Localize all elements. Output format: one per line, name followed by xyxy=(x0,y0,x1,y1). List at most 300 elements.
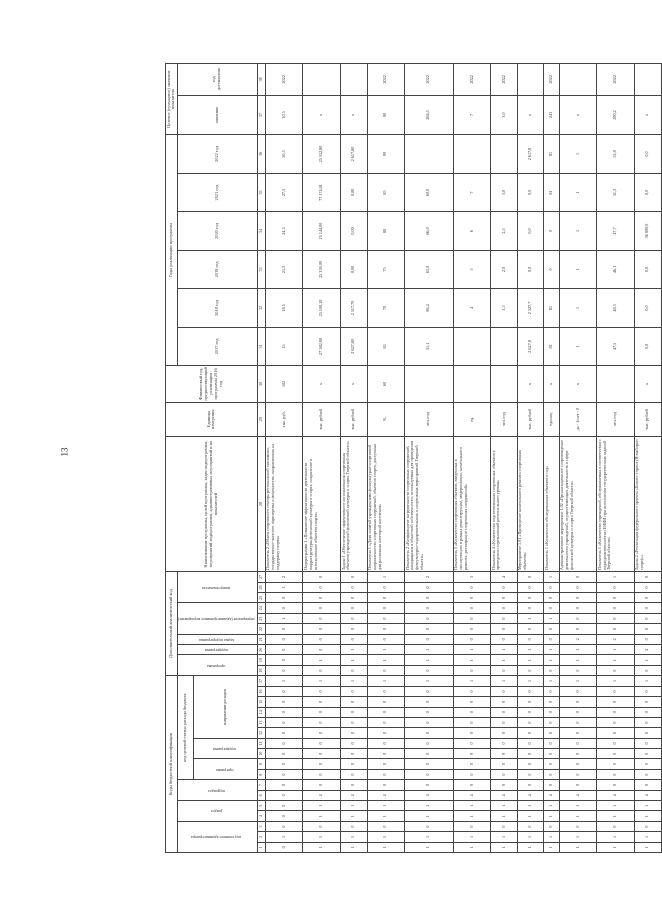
code-cell: 0 xyxy=(559,728,597,738)
code-cell: 0 xyxy=(405,582,454,592)
target-value: х xyxy=(303,95,341,135)
code-cell: 0 xyxy=(544,686,560,696)
row-unit: единиц xyxy=(544,402,560,436)
code-cell: 0 xyxy=(544,728,560,738)
code-cell: 0 xyxy=(517,821,544,831)
code-cell: 0 xyxy=(597,697,635,707)
row-name: Показатель 3 «Количество спортивных объектов, введенных в эксплуатацию в рамках реконструкции, модернизации, капитального ремонта, реставрации спортивных сооружений» xyxy=(453,436,491,571)
code-cell: 1 xyxy=(559,676,597,687)
code-cell: 1 xyxy=(559,811,597,821)
target-value: 90 xyxy=(367,95,405,135)
code-cell: 0 xyxy=(265,811,303,821)
year-value: 66,0 xyxy=(405,212,454,250)
table-row xyxy=(559,64,597,853)
year-value: 2 517,70 xyxy=(341,289,368,327)
column-number: 12 xyxy=(257,728,265,738)
code-cell: 0 xyxy=(517,728,544,738)
code-cell: 0 xyxy=(303,665,341,675)
code-cell: 1 xyxy=(597,811,635,821)
code-cell: 0 xyxy=(265,842,303,852)
header-subsection: подраздел xyxy=(177,780,257,801)
code-cell: 0 xyxy=(341,603,368,613)
table-row xyxy=(491,64,518,853)
code-cell: 1 xyxy=(517,811,544,821)
code-cell: 1 xyxy=(597,572,635,583)
table-row xyxy=(341,64,368,853)
target-value: х xyxy=(341,95,368,135)
target-value: 30,5 xyxy=(265,95,303,135)
code-cell: 4 xyxy=(405,790,454,800)
code-cell: 0 xyxy=(544,738,560,748)
code-cell: 0 xyxy=(405,613,454,623)
column-number: 37 xyxy=(257,95,265,135)
row-unit: чел./год xyxy=(405,402,454,436)
code-cell: 0 xyxy=(265,624,303,634)
table-row xyxy=(634,64,661,853)
code-cell: 0 xyxy=(303,582,341,592)
header-finance-year: Финансовый год, предшествующий реализации программы 2016 год xyxy=(166,366,258,402)
code-cell: 0 xyxy=(517,686,544,696)
code-cell: 1 xyxy=(303,676,341,687)
code-cell: 0 xyxy=(634,780,661,790)
table-row xyxy=(453,64,491,853)
table-row xyxy=(367,64,405,853)
column-number: 17 xyxy=(257,676,265,687)
header-admin-code: код главного администратора xyxy=(177,821,257,852)
code-cell: 0 xyxy=(367,613,405,623)
code-cell: 0 xyxy=(491,603,518,613)
code-cell: 0 xyxy=(453,613,491,623)
code-cell: 0 xyxy=(405,738,454,748)
column-number: 9 xyxy=(257,759,265,769)
code-cell: 0 xyxy=(597,686,635,696)
header-target: Целевое (суммарное) значение показателя xyxy=(166,64,178,135)
target-year: 2022 xyxy=(597,64,635,96)
code-cell: 0 xyxy=(491,593,518,603)
year-value: 77 174,81 xyxy=(303,173,341,211)
column-number: 13 xyxy=(257,717,265,727)
code-cell: 1 xyxy=(634,832,661,842)
year-value: 0,0 xyxy=(634,250,661,288)
year-value: 30,5 xyxy=(265,135,303,174)
code-cell: 0 xyxy=(367,728,405,738)
header-unit: Единица измерения xyxy=(166,402,258,436)
code-cell: 0 xyxy=(491,749,518,759)
code-cell: 1 xyxy=(367,655,405,665)
code-cell: 1 xyxy=(517,801,544,811)
code-cell: 1 xyxy=(367,842,405,852)
code-cell: 0 xyxy=(367,738,405,748)
row-name: Показатель 4 «Количество подготовленных спортивных объектов к проведению соревнований регионального уровня» xyxy=(491,436,518,571)
year-value: 27,5 xyxy=(265,173,303,211)
row-name: Показатель 1 «Доля занятий учреждениями физкультурно-спортивной направленности спортивных сооружений, объектов спорта, доступных для различных категорий населения» xyxy=(367,436,405,571)
year-value: 1 xyxy=(559,250,597,288)
code-cell: 0 xyxy=(559,707,597,717)
code-cell: 0 xyxy=(544,717,560,727)
code-cell: 0 xyxy=(453,634,491,644)
code-cell: 0 xyxy=(303,728,341,738)
year-value: 2 617,8 xyxy=(517,135,544,174)
header-2017: 2017 год xyxy=(177,327,257,365)
year-value: 80 xyxy=(367,212,405,250)
code-cell: 0 xyxy=(517,582,544,592)
row-unit: % xyxy=(367,402,405,436)
code-cell: 0 xyxy=(491,759,518,769)
row-base-value: 102 xyxy=(265,366,303,402)
code-cell: 0 xyxy=(303,624,341,634)
column-number: 18 xyxy=(257,665,265,675)
row-name: Подпрограмма 1 «Повышение эффективности деятельности инфраструктуры физической культуры и спорта, сохранение и использование объектов спорта» xyxy=(303,436,341,571)
year-value: 0,0 xyxy=(634,327,661,365)
year-value: 81 xyxy=(544,173,560,211)
column-number: 5 xyxy=(257,801,265,811)
year-value: 7 xyxy=(453,173,491,211)
code-cell: 0 xyxy=(634,707,661,717)
code-cell: 1 xyxy=(491,645,518,655)
year-value: 65 xyxy=(367,327,405,365)
code-cell: 0 xyxy=(303,634,341,644)
code-cell: 0 xyxy=(544,603,560,613)
code-cell: 0 xyxy=(559,759,597,769)
header-2018: 2018 год xyxy=(177,289,257,327)
code-cell: 0 xyxy=(303,717,341,727)
year-value: 86,4 xyxy=(405,289,454,327)
code-cell: 1 xyxy=(303,801,341,811)
row-base-value: х xyxy=(517,366,544,402)
code-cell: 2 xyxy=(634,645,661,655)
year-value: 0,0 xyxy=(517,250,544,288)
year-value: 0,0 xyxy=(634,135,661,174)
target-value: х xyxy=(634,95,661,135)
column-number: 14 xyxy=(257,707,265,717)
code-cell: 0 xyxy=(544,593,560,603)
code-cell: 0 xyxy=(341,572,368,583)
row-name: Показатель 1 «Количество учреждений, обслуживаемых в соответствии с подведомственностью ЕНИИ при исполнении государственных заданий Тверской области» xyxy=(597,436,635,571)
code-cell: 3 xyxy=(453,572,491,583)
row-base-value: х xyxy=(341,366,368,402)
code-cell: 2 xyxy=(559,634,597,644)
code-cell: 1 xyxy=(367,572,405,583)
code-cell: 0 xyxy=(559,769,597,779)
code-cell: 1 xyxy=(634,801,661,811)
code-cell: 1 xyxy=(491,676,518,687)
target-year: 2022 xyxy=(367,64,405,96)
year-value xyxy=(453,327,491,365)
code-cell: 2 xyxy=(265,572,303,583)
code-cell: 0 xyxy=(453,749,491,759)
code-cell: 1 xyxy=(597,676,635,687)
code-cell: 1 xyxy=(517,832,544,842)
row-unit: да - 1/нет - 0 xyxy=(559,402,597,436)
code-cell: 0 xyxy=(265,821,303,831)
code-cell: 0 xyxy=(544,821,560,831)
year-value: 2 617,80 xyxy=(341,135,368,174)
column-number: 23 xyxy=(257,613,265,623)
column-number: 11 xyxy=(257,738,265,748)
code-cell: 0 xyxy=(597,749,635,759)
column-number: 36 xyxy=(257,135,265,174)
code-cell: 1 xyxy=(544,613,560,623)
header-target-article: код целевой статьи расхода бюджета xyxy=(177,676,193,780)
year-value: 3,0 xyxy=(491,173,518,211)
code-cell: 1 xyxy=(303,655,341,665)
code-cell: 0 xyxy=(544,780,560,790)
code-cell: 0 xyxy=(491,728,518,738)
code-cell: 0 xyxy=(405,717,454,727)
year-value: 47,7 xyxy=(597,212,635,250)
code-cell: 1 xyxy=(544,801,560,811)
year-value: 2 627,8 xyxy=(517,327,544,365)
code-cell: 0 xyxy=(303,572,341,583)
header-an-number: номер показателя xyxy=(177,572,257,603)
code-cell: 0 xyxy=(265,759,303,769)
column-number: 10 xyxy=(257,749,265,759)
code-cell: 1 xyxy=(544,832,560,842)
year-value: 25 100,10 xyxy=(303,289,341,327)
code-cell: 0 xyxy=(341,582,368,592)
target-value: 264,5 xyxy=(405,95,454,135)
year-value: 0,0 xyxy=(517,212,544,250)
code-cell: 4 xyxy=(517,790,544,800)
code-cell: 0 xyxy=(517,603,544,613)
code-cell: 0 xyxy=(517,780,544,790)
year-value: 48,3 xyxy=(597,289,635,327)
year-value: 0,0 xyxy=(634,173,661,211)
row-unit: тыс. руб. xyxy=(265,402,303,436)
column-number: 24 xyxy=(257,603,265,613)
year-value: 81 xyxy=(544,327,560,365)
code-cell: 0 xyxy=(265,634,303,644)
code-cell: 0 xyxy=(405,821,454,831)
code-cell: 0 xyxy=(517,707,544,717)
header-program: программа xyxy=(193,759,257,780)
row-unit: тыс. рублей xyxy=(517,402,544,436)
code-cell: 1 xyxy=(517,842,544,852)
code-cell: 0 xyxy=(367,780,405,790)
code-cell: 0 xyxy=(559,686,597,696)
code-cell: 1 xyxy=(367,645,405,655)
code-cell: 0 xyxy=(491,613,518,623)
code-cell: 1 xyxy=(341,811,368,821)
code-cell: 0 xyxy=(491,717,518,727)
code-cell: 1 xyxy=(559,832,597,842)
column-number: 33 xyxy=(257,250,265,288)
code-cell: 0 xyxy=(517,697,544,707)
code-cell: 1 xyxy=(634,676,661,687)
code-cell: 0 xyxy=(453,707,491,717)
code-cell: 1 xyxy=(453,676,491,687)
column-number: 28 xyxy=(257,436,265,571)
code-cell: 1 xyxy=(517,613,544,623)
code-cell: 1 xyxy=(405,655,454,665)
year-value: 1 xyxy=(559,173,597,211)
code-cell: 0 xyxy=(265,738,303,748)
code-cell: 0 xyxy=(597,582,635,592)
target-value: 7 xyxy=(453,95,491,135)
code-cell: 0 xyxy=(517,624,544,634)
code-cell: 0 xyxy=(303,780,341,790)
code-cell: 0 xyxy=(634,603,661,613)
code-cell: 1 xyxy=(597,645,635,655)
code-cell: 0 xyxy=(491,707,518,717)
code-cell: 0 xyxy=(634,717,661,727)
code-cell: 1 xyxy=(517,655,544,665)
code-cell: 0 xyxy=(453,728,491,738)
code-cell: 1 xyxy=(265,676,303,687)
code-cell: 0 xyxy=(544,697,560,707)
code-cell: 1 xyxy=(544,811,560,821)
code-cell: 0 xyxy=(405,593,454,603)
code-cell: 4 xyxy=(597,790,635,800)
column-number: 6 xyxy=(257,790,265,800)
row-unit: тыс. рублей xyxy=(303,402,341,436)
code-cell: 1 xyxy=(453,811,491,821)
code-cell: 0 xyxy=(341,686,368,696)
code-cell: 0 xyxy=(303,707,341,717)
year-value: 2,0 xyxy=(491,250,518,288)
target-value: 243 xyxy=(544,95,560,135)
code-cell: 0 xyxy=(634,582,661,592)
target-year xyxy=(517,64,544,96)
program-indicators-table xyxy=(165,63,662,853)
code-cell: 0 xyxy=(597,707,635,717)
code-cell: 0 xyxy=(367,821,405,831)
row-base-value xyxy=(453,366,491,402)
code-cell: 0 xyxy=(405,697,454,707)
code-cell: 0 xyxy=(303,645,341,655)
code-cell: 0 xyxy=(634,759,661,769)
target-year xyxy=(559,64,597,96)
column-number: 34 xyxy=(257,212,265,250)
row-name: Задача 2 «Реализация федерального проекта «Бизнес-спринт (Я выбираю спорт)»» xyxy=(634,436,661,571)
row-base-value: х xyxy=(544,366,560,402)
code-cell: 0 xyxy=(341,717,368,727)
row-unit: тыс. рублей xyxy=(634,402,661,436)
code-cell: 0 xyxy=(517,634,544,644)
code-cell: 0 xyxy=(453,821,491,831)
code-cell: 0 xyxy=(597,759,635,769)
year-value: 2 527,7 xyxy=(517,289,544,327)
header-2021: 2021 год xyxy=(177,173,257,211)
code-cell: 0 xyxy=(634,728,661,738)
code-cell: 0 xyxy=(341,738,368,748)
code-cell: 0 xyxy=(341,780,368,790)
code-cell: 0 xyxy=(517,572,544,583)
code-cell: 1 xyxy=(405,645,454,655)
header-2019: 2019 год xyxy=(177,250,257,288)
code-cell: 0 xyxy=(367,686,405,696)
year-value: 0,00 xyxy=(341,173,368,211)
code-cell: 0 xyxy=(634,738,661,748)
year-value: 5 xyxy=(453,250,491,288)
row-name: Показатель 1 «Количество обследованных объектов в год» xyxy=(544,436,560,571)
code-cell: 0 xyxy=(559,593,597,603)
code-cell: 1 xyxy=(341,832,368,842)
code-cell: 1 xyxy=(544,572,560,583)
header-target-value: значение xyxy=(177,95,257,135)
code-cell: 4 xyxy=(341,790,368,800)
code-cell: 0 xyxy=(341,821,368,831)
code-cell: 0 xyxy=(367,749,405,759)
code-cell: 0 xyxy=(453,686,491,696)
code-cell: 0 xyxy=(341,613,368,623)
code-cell: 0 xyxy=(634,749,661,759)
code-cell: 1 xyxy=(453,842,491,852)
code-cell: 0 xyxy=(303,613,341,623)
code-cell: 0 xyxy=(405,749,454,759)
code-cell: 0 xyxy=(341,593,368,603)
code-cell: 1 xyxy=(303,811,341,821)
code-cell: 0 xyxy=(634,613,661,623)
code-cell: 0 xyxy=(265,717,303,727)
year-value: 15 xyxy=(265,327,303,365)
column-number: 31 xyxy=(257,327,265,365)
header-target-year: год достижения xyxy=(177,64,257,96)
year-value: 75 xyxy=(367,250,405,288)
code-cell: 2 xyxy=(405,572,454,583)
code-cell: 1 xyxy=(341,842,368,852)
code-cell: 1 xyxy=(559,655,597,665)
code-cell: 0 xyxy=(559,780,597,790)
code-cell: 4 xyxy=(367,790,405,800)
year-value: 2 627,80 xyxy=(341,327,368,365)
code-cell: 0 xyxy=(453,593,491,603)
target-year xyxy=(303,64,341,96)
row-name: Мероприятие 1.01 «Проведение капитального ремонта спортивных объектов» xyxy=(517,436,544,571)
code-cell: 0 xyxy=(367,593,405,603)
code-cell: 0 xyxy=(367,603,405,613)
rotated-table-container xyxy=(165,63,650,853)
target-value: 290,2 xyxy=(597,95,635,135)
year-value xyxy=(405,135,454,174)
table-row xyxy=(265,64,303,853)
target-year: 2022 xyxy=(405,64,454,96)
table-body xyxy=(257,64,661,853)
code-cell: 1 xyxy=(341,676,368,687)
year-value: 27 582,80 xyxy=(303,327,341,365)
code-cell: 0 xyxy=(491,697,518,707)
year-value: 1,5 xyxy=(491,289,518,327)
code-cell: 0 xyxy=(597,593,635,603)
code-cell: 0 xyxy=(634,769,661,779)
code-cell: 4 xyxy=(453,790,491,800)
code-cell: 1 xyxy=(517,676,544,687)
year-value: 6 xyxy=(453,212,491,250)
year-value: 0,0 xyxy=(517,173,544,211)
row-base-value xyxy=(405,366,454,402)
code-cell: 0 xyxy=(265,801,303,811)
code-cell: 0 xyxy=(491,582,518,592)
header-2020: 2020 год xyxy=(177,212,257,250)
code-cell: 0 xyxy=(634,634,661,644)
code-cell: 1 xyxy=(634,655,661,665)
code-cell: 1 xyxy=(453,645,491,655)
code-cell: 0 xyxy=(517,749,544,759)
header-an-task: задача подпрограммы xyxy=(177,634,257,644)
code-cell: 1 xyxy=(491,832,518,842)
row-name: Задача 1 «Обеспечение эффективного использования спортивных объектов учреждений физической культуры и спорта Тверской области» xyxy=(341,436,368,571)
code-cell: 4 xyxy=(544,790,560,800)
year-value: 4 xyxy=(453,289,491,327)
code-cell: 0 xyxy=(559,717,597,727)
column-number: 22 xyxy=(257,624,265,634)
code-cell: 0 xyxy=(517,759,544,769)
code-cell: 0 xyxy=(405,728,454,738)
year-value: 0 xyxy=(544,212,560,250)
column-number: 21 xyxy=(257,634,265,644)
page-number: 13 xyxy=(59,447,70,457)
code-cell: 1 xyxy=(367,832,405,842)
